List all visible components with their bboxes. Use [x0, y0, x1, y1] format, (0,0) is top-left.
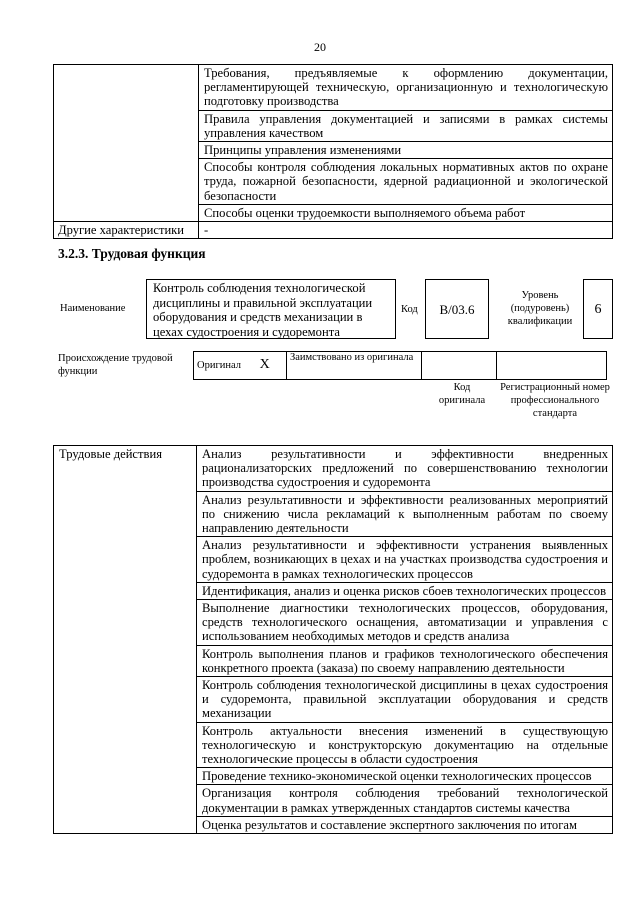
table-cell: Принципы управления изменениями [199, 142, 613, 159]
section-title: 3.2.3. Трудовая функция [58, 246, 206, 261]
table-cell: Проведение технико-экономической оценки технологических процессов [197, 768, 613, 785]
other-characteristics-value: - [199, 222, 613, 239]
table-cell: Контроль соблюдения технологической дисциплины в цехах судостроения и судоремонта, правильной эксплуатации оборудования и средств механизации [197, 677, 613, 723]
code-label: Код [401, 304, 418, 315]
table-cell: Правила управления документацией и записями в рамках системы управления качеством [199, 110, 613, 141]
origin-label: Происхождение трудовой функции [58, 353, 173, 377]
table-cell: Способы контроля соблюдения локальных нормативных актов по охране труда, пожарной безопасности, ядерной радиационной и экологической безопасности [199, 159, 613, 205]
table-cell: Контроль выполнения планов и графиков технологического обеспечения конкретного проекта (заказа) по своему направлению деятельности [197, 645, 613, 676]
borrowed-cell: Заимствовано из оригинала [287, 352, 422, 380]
level-label: Уровень (подуровень) квалификации [507, 290, 573, 327]
table-cell: Анализ результативности и эффективности устранения выявленных проблем, возникающих в цехах и на участках производства судостроения и судоремонта в рамках технологических процессов [197, 537, 613, 583]
original-mark: X [259, 357, 270, 372]
table-row [54, 446, 613, 492]
page-number: 20 [314, 40, 326, 54]
labor-actions-table [53, 445, 613, 834]
labor-actions-label: Трудовые действия [54, 446, 197, 834]
table-cell: Требования, предъявляемые к оформлению документации, регламентирующей техническую, организационную и технологическую подготовку производства [199, 65, 613, 111]
original-label: Оригинал [197, 360, 241, 371]
qualification-level-box: 6 [583, 279, 613, 339]
function-code-box: B/03.6 [425, 279, 489, 339]
table-cell-empty [54, 65, 199, 222]
table-cell: Контроль актуальности внесения изменений в существующую технологическую и конструкторскую документацию на отдельные технологические процессы в области судостроения [197, 722, 613, 768]
table-cell: Выполнение диагностики технологических процессов, оборудования, средств технологического оснащения, автоматизации и управления с использованием необходимых методов и средств анализа [197, 600, 613, 646]
code-original-label: Код оригинала [438, 382, 486, 406]
reg-number-label: Регистрационный номер профессионального стандарта [500, 382, 610, 419]
other-characteristics-label: Другие характеристики [54, 222, 199, 239]
table-row [54, 65, 613, 111]
table-cell: Организация контроля соблюдения требований технологической документации в рамках утвержденных стандартов системы качества [197, 785, 613, 816]
function-name-box: Контроль соблюдения технологической дисциплины и правильной эксплуатации оборудования и средств механизации в цехах судостроения и судоремонта [146, 279, 396, 339]
table-row [194, 352, 607, 380]
table-cell: Идентификация, анализ и оценка рисков сбоев технологических процессов [197, 582, 613, 599]
table-cell: Анализ результативности и эффективности реализованных мероприятий по снижению числа рекламаций к выполненным работам по своему направлению деятельности [197, 491, 613, 537]
table-cell: Способы оценки трудоемкости выполняемого объема работ [199, 204, 613, 221]
table-row [54, 222, 613, 239]
table-cell: Анализ результативности и эффективности внедренных рационализаторских предложений по совершенствованию технологии производства судостроения и судоремонта [197, 446, 613, 492]
table-cell: Оценка результатов и составление экспертного заключения по итогам [197, 816, 613, 833]
origin-table [193, 351, 607, 380]
reg-number-cell [497, 352, 607, 380]
name-label: Наименование [60, 303, 126, 314]
code-original-cell [422, 352, 497, 380]
original-cell [194, 352, 287, 380]
knowledge-table [53, 64, 613, 239]
